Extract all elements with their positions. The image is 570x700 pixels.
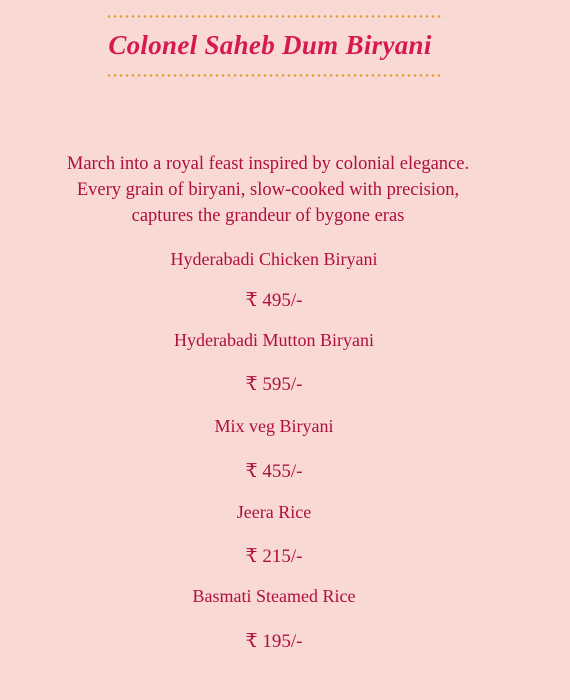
menu-item-name: Jeera Rice — [236, 502, 312, 522]
bottom-dotted-divider — [106, 74, 444, 77]
top-dotted-divider — [106, 15, 444, 18]
intro-line: captures the grandeur of bygone eras — [131, 206, 405, 226]
menu-item-price: ₹ 595/- — [245, 374, 303, 395]
intro-text — [0, 151, 536, 229]
menu-item-price: ₹ 455/- — [245, 461, 303, 482]
menu-item-name: Hyderabadi Mutton Biryani — [174, 330, 374, 350]
intro-line: Every grain of biryani, slow-cooked with precision, — [76, 180, 460, 200]
menu-item-name: Mix veg Biryani — [214, 416, 334, 436]
section-title: Colonel Saheb Dum Biryani — [108, 30, 432, 60]
menu-item-price: ₹ 215/- — [245, 546, 303, 567]
menu-item-name: Hyderabadi Chicken Biryani — [170, 249, 378, 269]
menu-item-name: Basmati Steamed Rice — [192, 586, 356, 606]
intro-line: March into a royal feast inspired by colonial elegance. — [66, 154, 470, 174]
menu-item-price: ₹ 495/- — [245, 290, 303, 311]
menu-item-price: ₹ 195/- — [245, 631, 303, 652]
